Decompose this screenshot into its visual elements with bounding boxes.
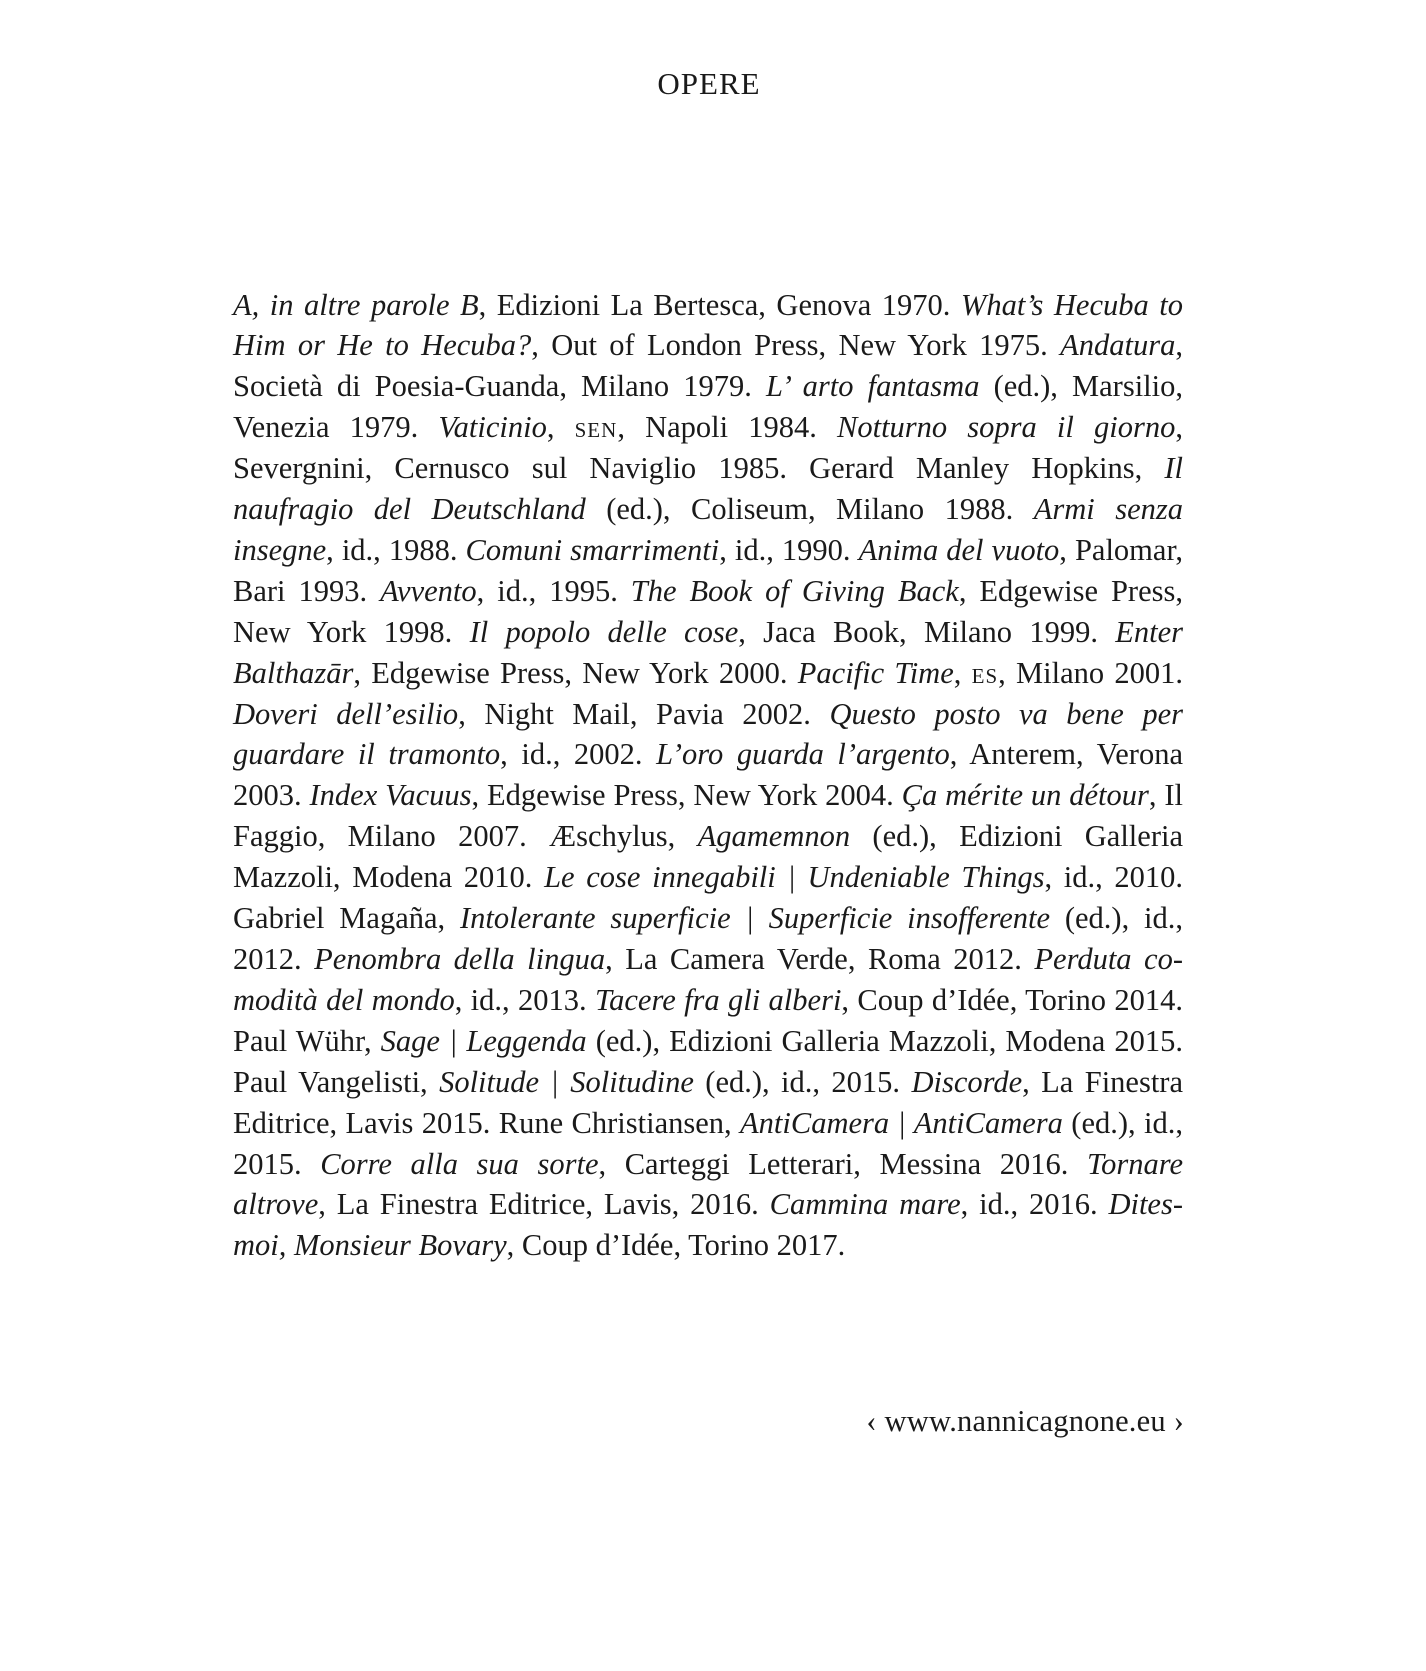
entry-details: , La Finestra Editrice, Lavis 2015. [233,1064,1183,1140]
entry-title: Tornare altrove [233,1146,1183,1222]
entry-title: Discorde [911,1064,1023,1099]
entry-title: The Book of Giving Back [630,573,959,608]
entry-details: , Milano 2001. [998,655,1184,690]
entry-title: AntiCamera | AntiCamera [740,1105,1063,1140]
entry-details: (ed.), id., 2015. [233,1105,1184,1181]
entry-prefix: Gabriel Magaña, [233,901,460,936]
entry-details: (ed.), Edizioni Galleria Mazzoli, Modena 2015. [586,1023,1183,1058]
entry-title: Le cose innegabili | Undeniable Things [544,860,1045,895]
entry-details: (ed.), id., 2015. [693,1064,912,1099]
entry-details: , Carteggi Letterari, Messina 2016. [598,1146,1087,1181]
entry-details: , Anterem, Verona 2003. [233,737,1183,813]
entry-details: , id., 1988. [326,532,466,567]
entry-details: , Coup d’Idée, Torino 2017. [506,1228,846,1263]
entry-title: Anima del vuoto [858,532,1060,567]
entry-title: Tacere fra gli alberi [594,982,842,1017]
entry-prefix: Æschylus, [549,819,698,854]
entry-title: Notturno sopra il giorno [837,410,1176,445]
entry-title: Il naufragio del Deutschland [233,451,1183,527]
entry-details: , Il Faggio, Milano 2007. [233,778,1184,854]
entry-details: (ed.), id., 2012. [233,901,1184,976]
entry-title: A, in altre parole B [233,287,479,322]
entry-details: , id., 1995. [476,573,631,608]
entry-details: , La Finestra Editrice, Lavis, 2016. [318,1187,770,1222]
entry-details: , Società di Poesia-Guanda, Milano 1979. [233,328,1183,404]
page-title: OPERE [657,66,761,101]
entry-details: (ed.), Edizioni Galleria Mazzoli, Modena 2010. [233,819,1183,895]
entry-prefix: Gerard Manley Hopkins, [809,451,1165,486]
entry-title: Vaticinio [438,410,547,445]
entry-title: What’s Hecuba to Him or He to Hecuba? [233,287,1183,363]
entry-details: , Edgewise Press, New York 2004. [471,778,902,813]
entry-details: , id., 2002. [500,737,657,772]
entry-details: , Severgnini, Cernusco sul Naviglio 1985. [233,410,1183,486]
entry-publisher-abbrev: es [971,655,999,690]
entry-details: , Napoli 1984. [617,410,837,445]
entry-title: Corre alla sua sorte [320,1146,599,1181]
entry-details: , id., 2010. [1044,860,1183,895]
entry-details: , Coup d’Idée, Torino 2014. [841,982,1183,1017]
entry-details: , La Camera Verde, Roma 2012. [605,942,1035,976]
entry-title: Pacific Time [797,655,954,690]
entry-separator: , [546,410,575,445]
bibliography-paragraph [233,285,1183,1267]
entry-title: L’oro guarda l’argento [656,737,950,772]
entry-details: , Jaca Book, Milano 1999. [738,614,1116,649]
entry-title: Solitude | Solitudine [439,1064,694,1099]
entry-details: , Edgewise Press, New York 2000. [353,655,798,690]
entry-details: (ed.), Marsilio, Venezia 1979. [233,369,1183,445]
entry-details: , Out of London Press, New York 1975. [531,328,1061,363]
entry-prefix: Paul Wühr, [233,1023,381,1058]
entry-title: Penombra della lingua [314,942,606,976]
entry-title: Doveri dell’esilio [233,696,459,731]
entry-title: Intolerante superficie | Superficie insofferente [459,901,1051,936]
entry-details: , Night Mail, Pavia 2002. [458,696,830,731]
entry-title: Avvento [380,573,477,608]
entry-title: Armi senza insegne [233,492,1184,567]
entry-title: Questo posto va bene per guardare il tramonto [233,696,1184,772]
website-url[interactable]: ‹ www.nannicagnone.eu › [866,1404,1184,1438]
entry-details: , Edgewise Press, New York 1998. [233,573,1183,649]
entry-title: Il popolo delle cose [469,614,739,649]
entry-publisher-abbrev: sen [574,410,618,445]
entry-title: Sage | Leggenda [380,1023,587,1058]
entry-prefix: Rune Christiansen, [498,1105,741,1140]
entry-title: Cammina mare [769,1187,961,1222]
entry-title: Enter Balthazār [233,614,1184,690]
entry-title: Comuni smarrimenti [465,532,720,567]
entry-details: , id., 1990. [719,532,859,567]
entry-title: Andatura [1060,328,1176,363]
entry-details: (ed.), Coliseum, Milano 1988. [585,492,1034,527]
entry-separator: , [953,655,972,690]
entry-title: Ça mérite un détour [901,778,1149,813]
entry-details: , Edizioni La Bertesca, Genova 1970. [478,287,961,322]
entry-title: Index Vacuus [309,778,472,813]
entry-details: , Palomar, Bari 1993. [233,532,1183,608]
entry-title: L’ arto fantasma [765,369,980,404]
entry-title: Agamemnon [697,819,851,854]
entry-details: , id., 2013. [454,982,595,1017]
entry-title: Perduta comodità del mondo [233,942,1184,1017]
entry-prefix: Paul Vangelisti, [233,1064,440,1099]
entry-details: , id., 2016. [960,1187,1109,1222]
entry-title: Dites-moi, Monsieur Bovary [233,1187,1183,1263]
